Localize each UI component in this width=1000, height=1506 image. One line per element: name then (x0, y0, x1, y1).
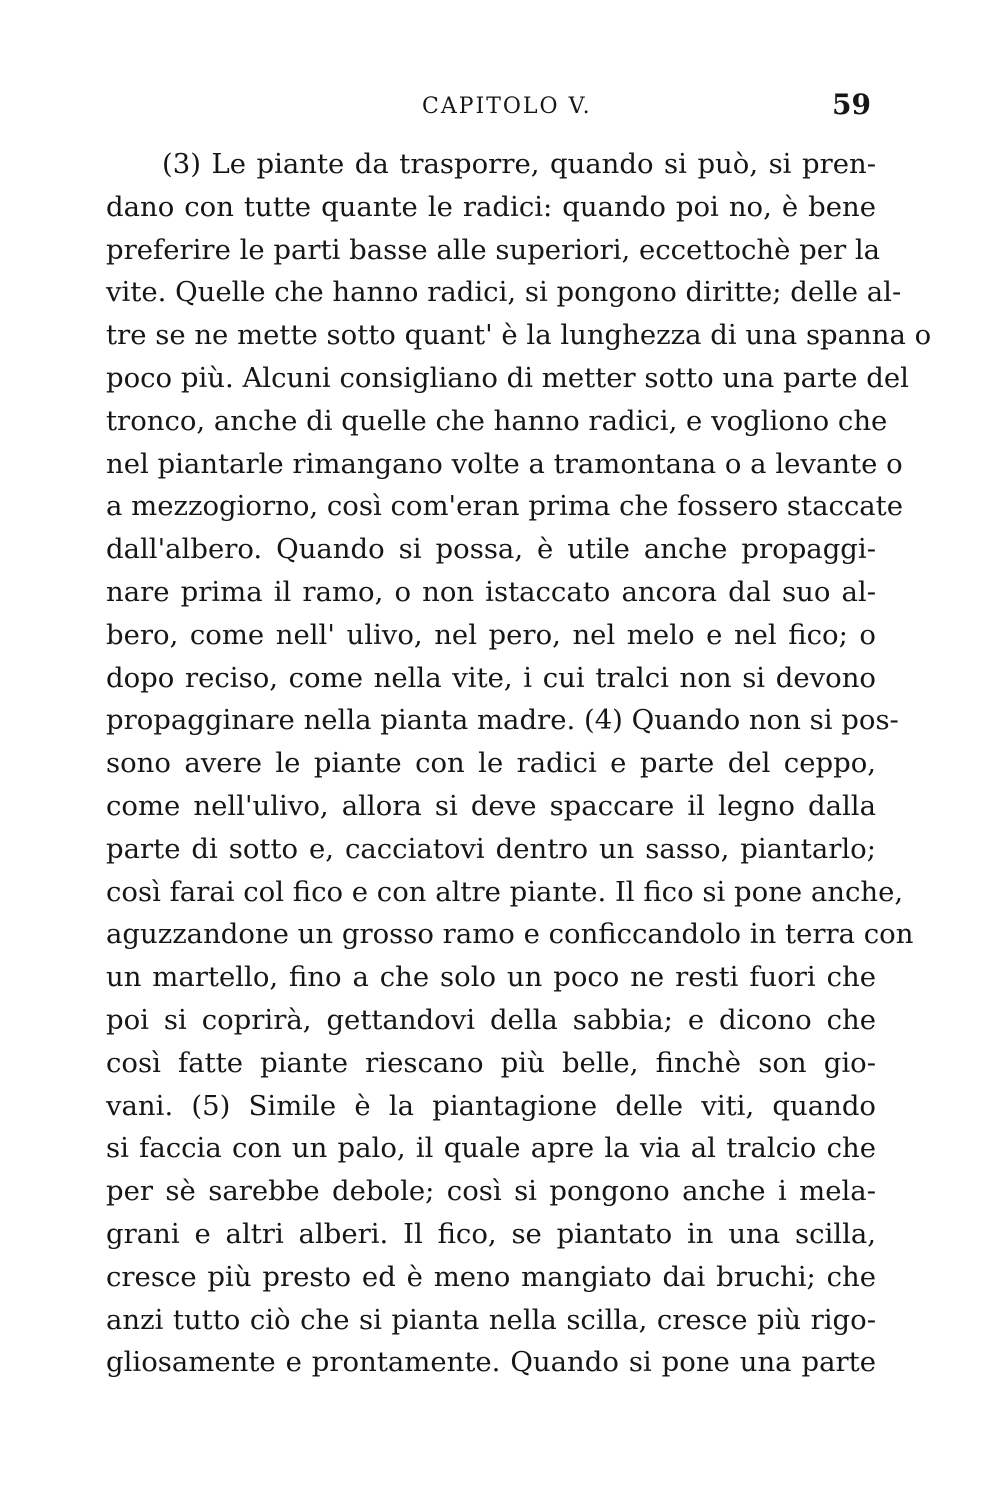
text-line: tre se ne mette sotto quant' è la lunghezza di una spanna o (106, 319, 932, 352)
text-line: così farai col fico e con altre piante. Il fico si pone anche, (106, 875, 904, 908)
text-line: grani e altri alberi. Il fico, se piantato in una scilla, (106, 1217, 876, 1250)
text-line: aguzzandone un grosso ramo e conficcandolo in terra con (106, 918, 914, 951)
body-text (106, 143, 932, 1384)
text-line: un martello, fino a che solo un poco ne resti fuori che (106, 961, 876, 994)
text-line: come nell'ulivo, allora si deve spaccare il legno dalla (106, 789, 876, 822)
page-number: 59 (832, 88, 871, 121)
text-line: gliosamente e prontamente. Quando si pone una parte (106, 1346, 876, 1379)
text-line: per sè sarebbe debole; così si pongono anche i mela- (106, 1175, 876, 1208)
text-line: tronco, anche di quelle che hanno radici, e vogliono che (106, 404, 888, 437)
text-line: dopo reciso, come nella vite, i cui tralci non si devono (106, 661, 876, 694)
text-line: (3) Le piante da trasporre, quando si può, si pren- (162, 148, 876, 180)
text-line: nare prima il ramo, o non istaccato ancora dal suo al- (106, 575, 876, 608)
text-line: dall'albero. Quando si possa, è utile anche propaggi- (106, 533, 876, 566)
text-line: vite. Quelle che hanno radici, si pongono diritte; delle al- (106, 276, 902, 309)
page-header (0, 86, 1000, 126)
text-line: così fatte piante riescano più belle, finchè son gio- (106, 1046, 876, 1079)
running-title: CAPITOLO V. (422, 94, 592, 119)
text-line: poi si coprirà, gettandovi della sabbia; e dicono che (106, 1003, 876, 1036)
text-line: vani. (5) Simile è la piantagione delle viti, quando (106, 1089, 876, 1122)
text-line: poco più. Alcuni consigliano di metter sotto una parte del (106, 361, 909, 394)
text-line: cresce più presto ed è meno mangiato dai bruchi; che (106, 1260, 876, 1293)
text-line: dano con tutte quante le radici: quando poi no, è bene (106, 190, 876, 223)
text-line: anzi tutto ciò che si pianta nella scilla, cresce più rigo- (106, 1303, 876, 1336)
text-line: si faccia con un palo, il quale apre la via al tralcio che (106, 1132, 876, 1165)
text-line: parte di sotto e, cacciatovi dentro un sasso, piantarlo; (106, 832, 876, 865)
text-line: bero, come nell' ulivo, nel pero, nel melo e nel fico; o (106, 618, 876, 651)
text-line: propagginare nella pianta madre. (4) Quando non si pos- (106, 704, 899, 737)
text-line: nel piantarle rimangano volte a tramontana o a levante o (106, 447, 903, 480)
text-line: preferire le parti basse alle superiori, eccettochè per la (106, 233, 881, 266)
text-line: a mezzogiorno, così com'eran prima che fossero staccate (106, 490, 903, 523)
text-line: sono avere le piante con le radici e parte del ceppo, (106, 747, 876, 780)
